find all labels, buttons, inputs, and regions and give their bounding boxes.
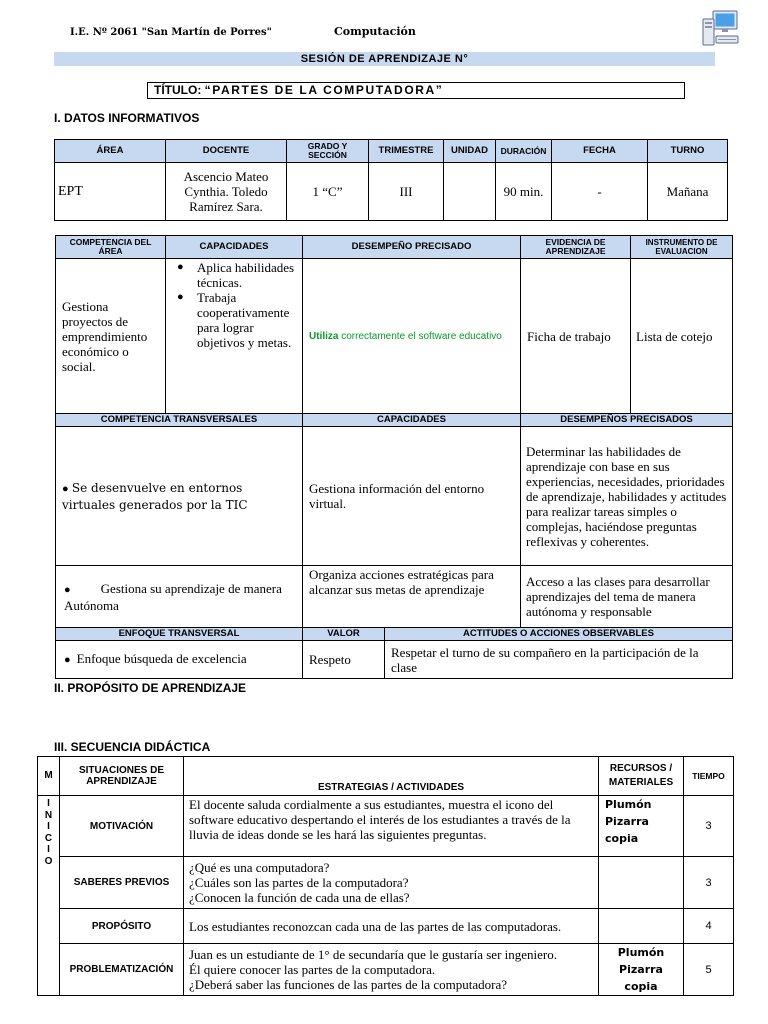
session-title-box — [147, 82, 685, 99]
section-heading-secuencia: III. SECUENCIA DIDÁCTICA — [54, 740, 211, 754]
material-item: copia — [605, 832, 639, 845]
header-instrumento: INSTRUMENTO DE EVALUACION — [631, 236, 733, 259]
estrategia-proposito: Los estudiantes reconozcan cada una de las partes de las computadoras. — [184, 909, 599, 944]
header-competencia-transversal: COMPETENCIA TRANSVERSALES — [56, 414, 303, 427]
bullet-icon: ● — [64, 654, 71, 666]
grado-value: 1 “C” — [287, 163, 369, 221]
materiales-saberes — [599, 857, 684, 909]
header-turno: TURNO — [648, 140, 728, 163]
datos-table — [54, 139, 728, 221]
transversal-capacidad-1: Gestiona información del entorno virtual. — [303, 427, 521, 566]
header-actitudes: ACTITUDES O ACCIONES OBSERVABLES — [385, 628, 733, 641]
section-heading-datos: I. DATOS INFORMATIVOS — [54, 111, 200, 125]
area-value: EPT — [55, 163, 166, 221]
situacion-saberes: SABERES PREVIOS — [60, 857, 184, 909]
desempeno-value — [303, 259, 521, 414]
header-tiempo: TIEMPO — [684, 757, 734, 796]
transversal-competencia-2: ● Gestiona su aprendizaje de manera Autónoma — [56, 566, 303, 628]
section-heading-proposito: II. PROPÓSITO DE APRENDIZAJE — [54, 681, 247, 695]
header-desempeno: DESEMPEÑO PRECISADO — [303, 236, 521, 259]
estrategia-saberes: ¿Qué es una computadora? ¿Cuáles son las partes de la computadora? ¿Conocen la función de cada una de ellas? — [184, 857, 599, 909]
header-enfoque: ENFOQUE TRANSVERSAL — [56, 628, 303, 641]
material-item: Pizarra — [619, 963, 663, 976]
school-name: I.E. Nº 2061 "San Martín de Porres" — [70, 27, 272, 38]
valor-value: Respeto — [303, 641, 385, 679]
session-number-bar: SESIÓN DE APRENDIZAJE N° — [54, 52, 715, 66]
header-capacidades-transversal: CAPACIDADES — [303, 414, 521, 427]
header-capacidades: CAPACIDADES — [166, 236, 303, 259]
materiales-motivacion — [599, 796, 684, 857]
computer-icon — [699, 9, 741, 49]
transversal-desempeno-2: Acceso a las clases para desarrollar aprendizajes del tema de manera autónoma y responsable — [521, 566, 733, 628]
header-evidencia: EVIDENCIA DE APRENDIZAJE — [521, 236, 631, 259]
moment-inicio — [38, 796, 60, 996]
desempeno-text: correctamente el software educativo — [338, 330, 502, 342]
evidencia-value: Ficha de trabajo — [521, 259, 631, 414]
competencia-value: Gestiona proyectos de emprendimiento económico o social. — [56, 259, 166, 414]
competencias-table — [55, 235, 733, 679]
enfoque-value: ● Enfoque búsqueda de excelencia — [56, 641, 303, 679]
title-value: “PARTES DE LA COMPUTADORA” — [204, 83, 444, 97]
transversal-competencia-1: ● Se desenvuelve en entornos virtuales generados por la TIC — [56, 427, 303, 566]
header-valor: VALOR — [303, 628, 385, 641]
tiempo-proposito: 4 — [684, 909, 734, 944]
materiales-proposito — [599, 909, 684, 944]
header-trimestre: TRIMESTRE — [369, 140, 444, 163]
instrumento-value: Lista de cotejo — [631, 259, 733, 414]
unidad-value — [444, 163, 496, 221]
header-docente: DOCENTE — [166, 140, 287, 163]
tiempo-problematizacion: 5 — [684, 944, 734, 996]
docente-value: Ascencio Mateo Cynthia. Toledo Ramírez Sara. — [166, 163, 287, 221]
tiempo-saberes: 3 — [684, 857, 734, 909]
bullet-icon: ● — [62, 482, 69, 495]
turno-value: Mañana — [648, 163, 728, 221]
capacidades-list — [166, 259, 303, 414]
actitud-value: Respetar el turno de su compañero en la participación de la clase — [385, 641, 733, 679]
header-duracion: DURACIÓN — [496, 140, 552, 163]
secuencia-table — [37, 756, 734, 996]
situacion-proposito: PROPÓSITO — [60, 909, 184, 944]
subject-title: Computación — [334, 25, 416, 38]
material-item: Plumón — [605, 798, 652, 811]
header-estrategias: ESTRATEGIAS / ACTIVIDADES — [184, 757, 599, 796]
duracion-value: 90 min. — [496, 163, 552, 221]
tiempo-motivacion: 3 — [684, 796, 734, 857]
capacidad-item: ● Trabaja cooperativamente para lograr objetivos y metas. — [197, 290, 299, 350]
header-momento: M — [38, 757, 60, 796]
desempeno-verb: Utiliza — [309, 330, 339, 342]
header-desempenos-precisados: DESEMPEÑOS PRECISADOS — [521, 414, 733, 427]
estrategia-motivacion: El docente saluda cordialmente a sus estudiantes, muestra el icono del software educativo despertando el interés de los estudiantes a través de la lluvia de ideas donde se les hará las siguientes preguntas. — [184, 796, 599, 857]
material-item: Plumón — [617, 946, 665, 959]
situacion-motivacion: MOTIVACIÓN — [60, 796, 184, 857]
trimestre-value: III — [369, 163, 444, 221]
capacidad-item: ● Aplica habilidades técnicas. — [197, 260, 299, 290]
header-recursos: RECURSOS / MATERIALES — [599, 757, 684, 796]
bullet-icon: ● — [64, 583, 71, 596]
material-item: Pizarra — [605, 815, 649, 828]
header-grado: GRADO Y SECCIÓN — [287, 140, 369, 163]
moment-label: I N I C I O — [44, 798, 53, 867]
header-unidad: UNIDAD — [444, 140, 496, 163]
transversal-capacidad-2: Organiza acciones estratégicas para alcanzar sus metas de aprendizaje — [303, 566, 521, 628]
title-label: TÍTULO: — [154, 83, 202, 97]
fecha-value: - — [552, 163, 648, 221]
header-fecha: FECHA — [552, 140, 648, 163]
header-area: ÁREA — [55, 140, 166, 163]
header-competencia: COMPETENCIA DEL ÁREA — [56, 236, 166, 259]
materiales-problematizacion — [599, 944, 684, 996]
material-item: copia — [624, 980, 658, 993]
estrategia-problematizacion: Juan es un estudiante de 1° de secundaría que le gustaría ser ingeniero. Él quiere conocer las partes de la computadora. ¿Deberá saber las funciones de las partes de la computadora? — [184, 944, 599, 996]
transversal-desempeno-1: Determinar las habilidades de aprendizaje con base en sus experiencias, necesidades, prioridades de aprendizaje, habilidades y actitudes para realizar tareas simples o complejas, haciéndose preguntas reflexivas y coherentes. — [521, 427, 733, 566]
situacion-problematizacion: PROBLEMATIZACIÓN — [60, 944, 184, 996]
header-situaciones: SITUACIONES DE APRENDIZAJE — [60, 757, 184, 796]
